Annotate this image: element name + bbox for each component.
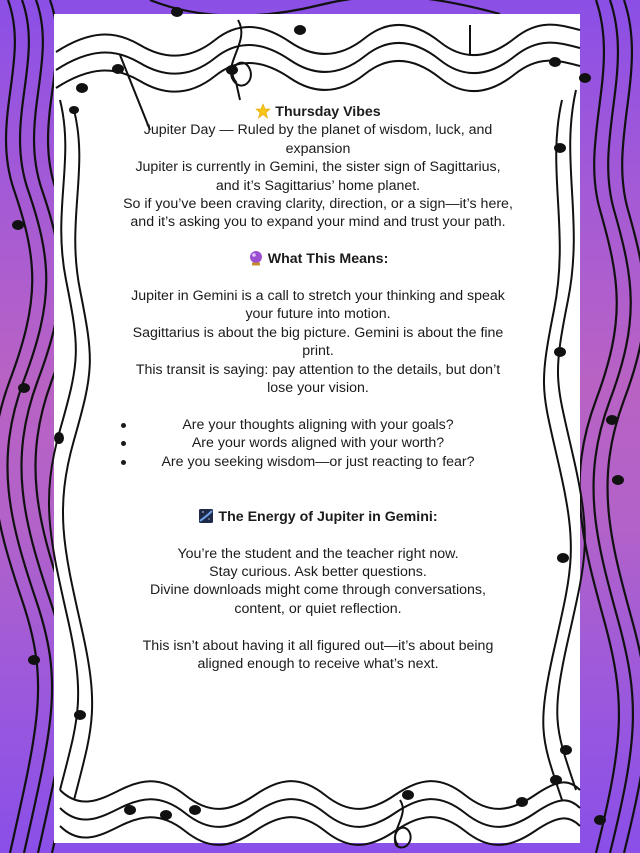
note-head: [28, 655, 40, 665]
heading-text: What This Means:: [267, 251, 389, 268]
milky-way-icon: [198, 508, 214, 524]
note-head: [594, 815, 606, 825]
text-line: You’re the student and the teacher right now.: [177, 545, 459, 562]
text-line: Stay curious. Ask better questions.: [209, 564, 427, 581]
note-head: [606, 415, 618, 425]
list-item: [100, 453, 536, 471]
heading-text: Thursday Vibes: [275, 104, 381, 120]
note-head: [12, 220, 24, 230]
text-line: lose your vision.: [267, 380, 369, 397]
text-line: Jupiter Day — Ruled by the planet of wisdom, luck, and: [143, 122, 493, 139]
text-line: Sagittarius is about the big picture. Gemini is about the fine: [132, 324, 504, 341]
section-heading-what-this-means: [100, 250, 536, 268]
text-line: So if you’ve been craving clarity, direction, or a sign—it’s here,: [123, 196, 513, 213]
crystal-ball-icon: [248, 250, 264, 266]
text-line: and it’s Sagittarius’ home planet.: [215, 177, 421, 194]
bullet-icon: [121, 460, 126, 465]
text-line: expansion: [285, 140, 351, 157]
text-line: Jupiter is currently in Gemini, the sister sign of Sagittarius,: [135, 159, 501, 176]
left-staff-line: [0, 0, 38, 853]
question-list: [100, 416, 536, 471]
text-line: and it’s asking you to expand your mind and trust your path.: [130, 214, 506, 231]
note-head: [18, 383, 30, 393]
text-line: This transit is saying: pay attention to the details, but don’t: [135, 361, 501, 378]
left-staff-line: [7, 0, 52, 853]
text-line: content, or quiet reflection.: [234, 600, 402, 617]
heading-text: The Energy of Jupiter in Gemini:: [218, 508, 438, 525]
glowing-star-icon: [255, 103, 271, 119]
text-line: print.: [302, 343, 334, 360]
note-head: [612, 475, 624, 485]
section-heading-thursday-vibes: [100, 103, 536, 121]
right-staff-line: [580, 0, 619, 853]
list-item-text: Are you seeking wisdom—or just reacting to fear?: [161, 453, 475, 470]
bullet-icon: [121, 441, 126, 446]
list-item: [100, 434, 536, 452]
section-heading-energy: [100, 508, 536, 526]
list-item-text: Are your words aligned with your worth?: [191, 435, 445, 452]
text-line: aligned enough to receive what’s next.: [197, 656, 439, 673]
list-item-text: Are your thoughts aligning with your goals?: [182, 416, 454, 433]
right-staff-line: [608, 0, 640, 853]
text-line: Divine downloads might come through conversations,: [150, 582, 486, 599]
bullet-icon: [121, 423, 126, 428]
post-content: [100, 103, 536, 673]
text-line: This isn’t about having it all figured out—it’s about being: [142, 637, 494, 654]
text-line: Jupiter in Gemini is a call to stretch your thinking and speak: [131, 288, 505, 305]
text-line: your future into motion.: [245, 306, 391, 323]
list-item: [100, 416, 536, 434]
right-staff-line: [594, 0, 633, 853]
